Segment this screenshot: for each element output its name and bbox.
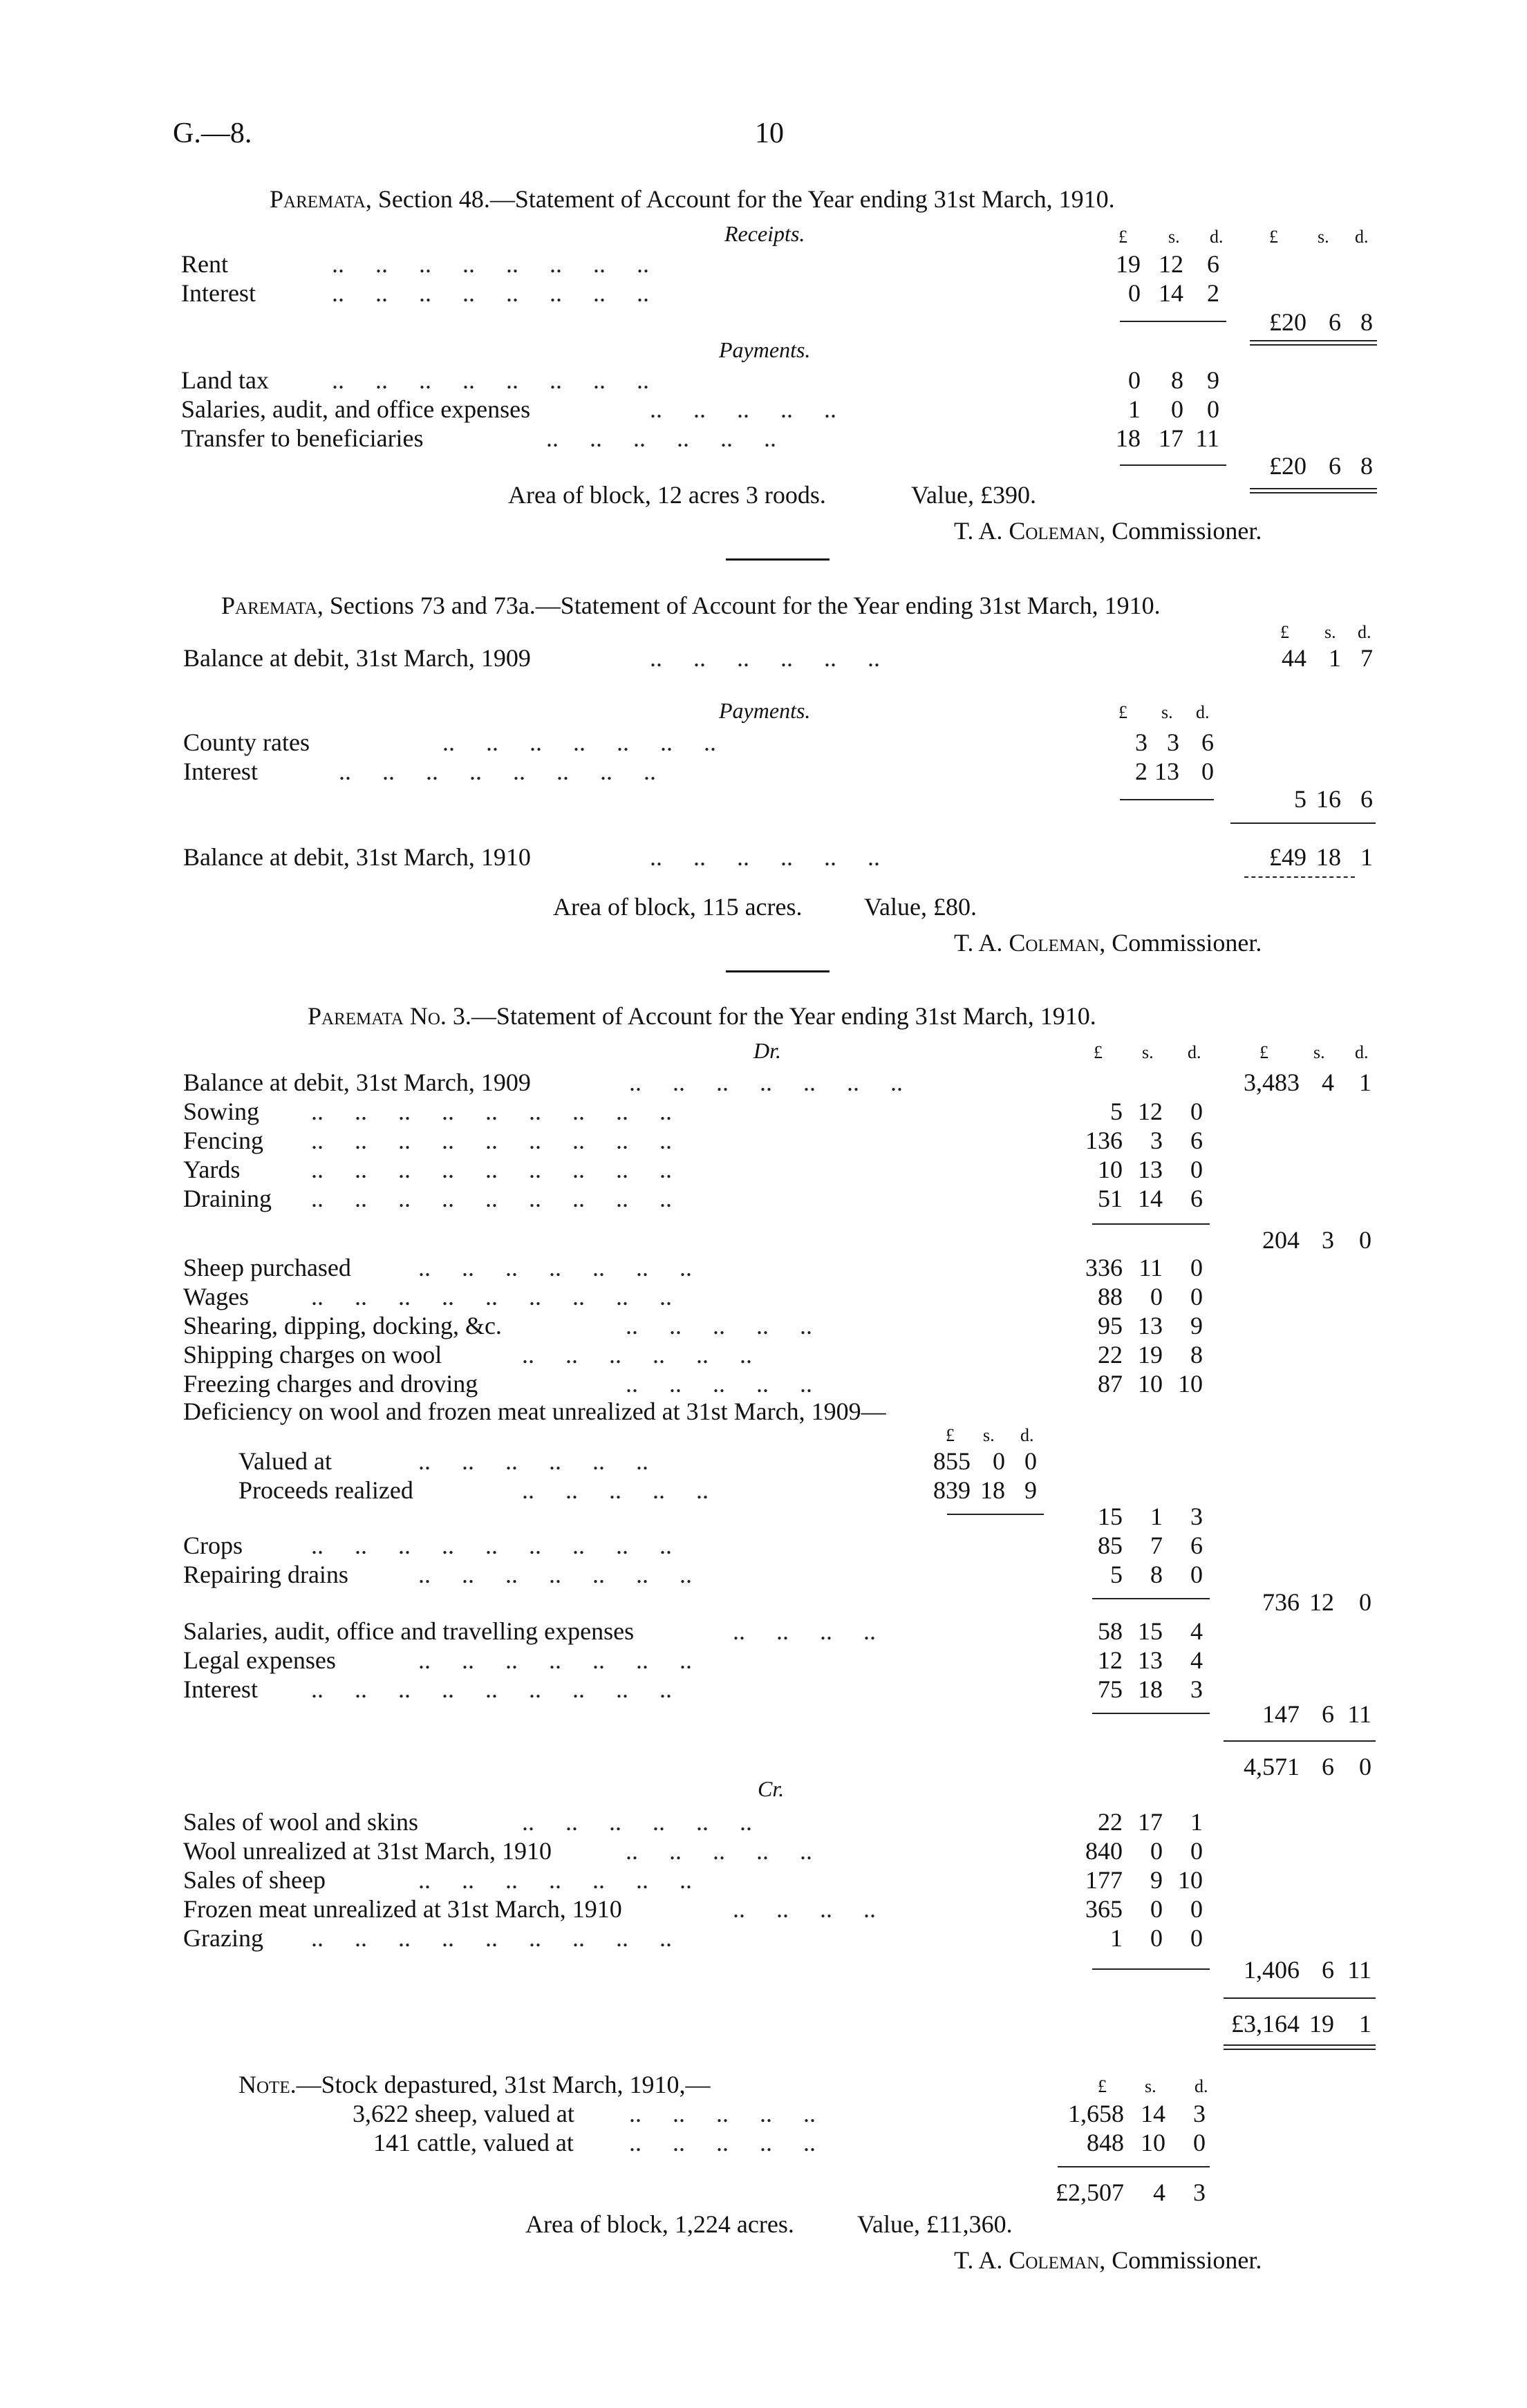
s3-col2-pence: d. <box>1355 1042 1369 1062</box>
section3-title-rest: —Statement of Account for the Year ending 31st March, 1910. <box>471 1002 1096 1030</box>
s3-group23-total-s: 12 <box>1309 1588 1334 1616</box>
s1-receipt-label: Interest <box>181 279 256 307</box>
leader-dots: .. .. .. .. .. .. .. <box>418 1561 692 1588</box>
s3-item-label: Interest <box>183 1675 258 1703</box>
s3-area: Area of block, 1,224 acres. <box>525 2210 794 2238</box>
leader-dots: .. .. .. .. .. .. <box>522 1808 752 1836</box>
s3-note-cattle-label: 141 cattle, valued at <box>373 2129 574 2156</box>
s3-item-l: 5 <box>1110 1098 1123 1125</box>
s3-deficiency-diff-s: 1 <box>1150 1503 1163 1530</box>
section2-title-rest: , Sections 73 and 73a.—Statement of Account for the Year ending 31st March, 1910. <box>317 592 1161 619</box>
s3-col2-pound: £ <box>1259 1042 1268 1062</box>
s3-cr-label: Sales of sheep <box>183 1866 326 1894</box>
leader-dots: .. .. .. .. .. .. .. .. .. <box>311 1924 672 1952</box>
leader-dots: .. .. .. .. .. .. .. <box>442 728 716 756</box>
s3-cr-l: 1 <box>1110 1924 1123 1952</box>
s2-payment-label: County rates <box>183 728 310 756</box>
s3-cr-s: 0 <box>1150 1895 1163 1923</box>
s2-payment-label: Interest <box>183 758 258 785</box>
s2-col-shilling: s. <box>1324 622 1336 642</box>
s3-valued-s: 0 <box>993 1447 1005 1475</box>
leader-dots: .. .. .. .. .. .. <box>650 644 880 672</box>
s3-item-l: 51 <box>1098 1185 1123 1212</box>
s3-item-label: Repairing drains <box>183 1561 348 1588</box>
s3-item-l: 136 <box>1085 1127 1123 1154</box>
s3-item-d: 0 <box>1190 1156 1203 1183</box>
s2-payments-total-d: 6 <box>1360 785 1373 813</box>
s3-item-d: 4 <box>1190 1617 1203 1645</box>
s3-item-d: 4 <box>1190 1646 1203 1674</box>
s1-payment-s: 8 <box>1171 366 1183 394</box>
s3-group4-total-d: 11 <box>1347 1700 1371 1728</box>
s3-item-l: 88 <box>1098 1283 1123 1310</box>
s3-dr-total-d: 0 <box>1359 1753 1371 1780</box>
total-rule <box>1244 876 1355 878</box>
s3-item-label: Sheep purchased <box>183 1254 351 1281</box>
s1-payment-label: Land tax <box>181 366 269 394</box>
s1-payment-s: 17 <box>1159 424 1183 452</box>
leader-dots: .. .. .. .. .. .. .. .. <box>332 250 649 278</box>
s3-item-label: Shearing, dipping, docking, &c. <box>183 1312 502 1339</box>
s1-receipts-total-s: 6 <box>1329 308 1341 336</box>
s3-item-label: Freezing charges and droving <box>183 1370 478 1398</box>
s3-item-label: Crops <box>183 1532 243 1559</box>
s2-col-pound: £ <box>1280 622 1289 642</box>
section2-title-name: Paremata <box>221 592 317 619</box>
s3-item-d: 6 <box>1190 1185 1203 1212</box>
s3-value: Value, £11,360. <box>857 2210 1013 2238</box>
subtotal-rule <box>1092 1223 1210 1225</box>
s2-payments-total-s: 16 <box>1316 785 1341 813</box>
s3-balance-1909-d: 1 <box>1359 1069 1371 1096</box>
s3-item-label: Yards <box>183 1156 241 1183</box>
s3-item-l: 85 <box>1098 1532 1123 1559</box>
s3-item-d: 0 <box>1190 1254 1203 1281</box>
s3-note-sheep-d: 3 <box>1193 2100 1206 2127</box>
s3-deficiency-label: Deficiency on wool and frozen meat unrealized at 31st March, 1909— <box>183 1398 886 1425</box>
s3-item-d: 3 <box>1190 1675 1203 1703</box>
s3-proceeds-d: 9 <box>1024 1476 1037 1504</box>
s3-item-label: Sowing <box>183 1098 260 1125</box>
s3-def-col-shilling: s. <box>983 1425 995 1445</box>
leader-dots: .. .. .. .. .. .. <box>546 424 776 452</box>
s2-balance-1909-s: 1 <box>1329 644 1341 672</box>
s3-balance-s: 19 <box>1309 2010 1334 2038</box>
leader-dots: .. .. .. .. .. <box>629 2100 816 2127</box>
s1-receipt-l: 0 <box>1128 279 1141 307</box>
receipts-heading: Receipts. <box>724 221 805 246</box>
s3-cr-d: 1 <box>1190 1808 1203 1836</box>
s1-receipt-d: 6 <box>1207 250 1219 278</box>
s3-balance-1909-label: Balance at debit, 31st March, 1909 <box>183 1069 531 1096</box>
s2-payment-s: 13 <box>1154 758 1179 785</box>
s2-sub-col-shilling: s. <box>1161 702 1173 722</box>
sig-initials: T. A. <box>954 929 1003 957</box>
subtotal-rule <box>1120 799 1214 800</box>
s1-payment-d: 9 <box>1207 366 1219 394</box>
subtotal-rule <box>1092 1598 1210 1599</box>
sig-role: , Commissioner. <box>1099 929 1262 957</box>
subtotal-rule <box>1120 464 1226 466</box>
s1-payment-label: Salaries, audit, and office expenses <box>181 395 531 423</box>
s3-cr-l: 840 <box>1085 1837 1123 1865</box>
s1-area: Area of block, 12 acres 3 roods. <box>508 481 826 509</box>
s3-item-label: Salaries, audit, office and travelling expenses <box>183 1617 635 1645</box>
s1-col2-pence: d. <box>1355 227 1369 247</box>
leader-dots: .. .. .. .. .. .. .. .. .. <box>311 1532 672 1559</box>
s3-item-d: 10 <box>1178 1370 1203 1398</box>
cr-heading: Cr. <box>758 1776 785 1801</box>
s1-signature <box>954 518 1262 543</box>
s3-cr-l: 22 <box>1098 1808 1123 1836</box>
s3-def-col-pound: £ <box>946 1425 955 1445</box>
leader-dots: .. .. .. .. .. .. .. .. .. <box>311 1185 672 1212</box>
s3-cr-l: 365 <box>1085 1895 1123 1923</box>
s3-item-s: 13 <box>1138 1646 1163 1674</box>
s3-cr-label: Frozen meat unrealized at 31st March, 1910 <box>183 1895 622 1923</box>
s3-note-col-pence: d. <box>1195 2076 1208 2096</box>
s3-item-s: 12 <box>1138 1098 1163 1125</box>
leader-dots: .. .. .. .. .. <box>629 2129 816 2156</box>
s3-item-d: 8 <box>1190 1341 1203 1368</box>
section1-title-name: Paremata <box>270 185 366 213</box>
total-rule <box>1230 822 1376 824</box>
sig-role: , Commissioner. <box>1099 517 1262 545</box>
s2-payments-heading: Payments. <box>719 698 811 723</box>
s2-balance-1909-label: Balance at debit, 31st March, 1909 <box>183 644 531 672</box>
s3-col-shilling: s. <box>1142 1042 1154 1062</box>
s3-note-sheep-l: 1,658 <box>1068 2100 1124 2127</box>
total-rule <box>1224 1997 1376 1999</box>
s3-note-total-d: 3 <box>1193 2179 1206 2206</box>
s3-item-l: 5 <box>1110 1561 1123 1588</box>
s3-note-col-shilling: s. <box>1145 2076 1156 2096</box>
leader-dots: .. .. .. .. .. <box>626 1370 812 1398</box>
s3-item-d: 0 <box>1190 1561 1203 1588</box>
s3-group1-total-l: 204 <box>1262 1226 1300 1254</box>
s3-item-s: 14 <box>1138 1185 1163 1212</box>
leader-dots: .. .. .. .. .. .. .. .. .. <box>311 1283 672 1310</box>
s3-item-l: 75 <box>1098 1675 1123 1703</box>
s2-value: Value, £80. <box>864 893 977 921</box>
s3-item-l: 22 <box>1098 1341 1123 1368</box>
leader-dots: .. .. .. .. .. .. .. <box>418 1866 692 1894</box>
double-rule <box>1250 488 1377 493</box>
s3-cr-total-s: 6 <box>1322 1956 1334 1984</box>
s3-item-l: 10 <box>1098 1156 1123 1183</box>
subtotal-rule <box>1120 321 1226 322</box>
s3-group23-total-d: 0 <box>1359 1588 1371 1616</box>
leader-dots: .. .. .. .. .. <box>522 1476 709 1504</box>
s1-col-pound: £ <box>1118 227 1127 247</box>
s2-payment-l: 3 <box>1135 728 1147 756</box>
leader-dots: .. .. .. .. .. .. <box>650 843 880 871</box>
s1-receipt-label: Rent <box>181 250 228 278</box>
s3-balance-1909-l: 3,483 <box>1244 1069 1300 1096</box>
s2-payment-d: 0 <box>1201 758 1214 785</box>
s3-item-s: 0 <box>1150 1283 1163 1310</box>
s3-note-col-pound: £ <box>1098 2076 1107 2096</box>
s1-col2-pound: £ <box>1269 227 1278 247</box>
s3-valued-d: 0 <box>1024 1447 1037 1475</box>
s3-item-s: 3 <box>1150 1127 1163 1154</box>
leader-dots: .. .. .. .. .. .. .. <box>418 1646 692 1674</box>
s3-item-label: Legal expenses <box>183 1646 336 1674</box>
s2-payments-total-l: 5 <box>1294 785 1306 813</box>
s3-group1-total-s: 3 <box>1322 1226 1334 1254</box>
s3-item-label: Wages <box>183 1283 250 1310</box>
s3-item-s: 7 <box>1150 1532 1163 1559</box>
sig-role: , Commissioner. <box>1099 2246 1262 2274</box>
s3-item-s: 13 <box>1138 1312 1163 1339</box>
s3-item-l: 58 <box>1098 1617 1123 1645</box>
s3-item-l: 87 <box>1098 1370 1123 1398</box>
subtotal-rule <box>1092 1968 1210 1970</box>
s3-deficiency-diff-d: 3 <box>1190 1503 1203 1530</box>
double-rule <box>1224 2044 1376 2050</box>
section2-title <box>221 593 1161 618</box>
s1-payment-label: Transfer to beneficiaries <box>181 424 424 452</box>
leader-dots: .. .. .. .. .. .. .. .. .. <box>311 1127 672 1154</box>
s3-cr-s: 0 <box>1150 1924 1163 1952</box>
dr-heading: Dr. <box>753 1038 782 1063</box>
leader-dots: .. .. .. .. .. .. .. .. .. <box>311 1098 672 1125</box>
s2-sub-col-pence: d. <box>1196 702 1210 722</box>
s3-item-label: Shipping charges on wool <box>183 1341 442 1368</box>
s3-signature <box>954 2248 1262 2273</box>
s3-item-s: 10 <box>1138 1370 1163 1398</box>
s2-balance-1910-label: Balance at debit, 31st March, 1910 <box>183 843 531 871</box>
leader-dots: .. .. .. .. <box>733 1895 876 1923</box>
leader-dots: .. .. .. .. .. .. .. .. .. <box>311 1156 672 1183</box>
leader-dots: .. .. .. .. .. <box>626 1312 812 1339</box>
s3-balance-1909-s: 4 <box>1322 1069 1334 1096</box>
s3-balance-d: 1 <box>1359 2010 1371 2038</box>
s3-cr-label: Sales of wool and skins <box>183 1808 418 1836</box>
s1-payment-d: 0 <box>1207 395 1219 423</box>
leader-dots: .. .. .. .. .. .. .. .. <box>332 366 649 394</box>
s3-cr-s: 0 <box>1150 1837 1163 1865</box>
s1-payment-d: 11 <box>1195 424 1219 452</box>
section-separator <box>726 558 830 561</box>
s3-group23-total-l: 736 <box>1262 1588 1300 1616</box>
s3-cr-s: 9 <box>1150 1866 1163 1894</box>
s1-receipt-s: 14 <box>1159 279 1183 307</box>
s3-cr-total-d: 11 <box>1347 1956 1371 1984</box>
s3-cr-total-l: 1,406 <box>1244 1956 1300 1984</box>
document-code: G.—8. <box>173 117 252 149</box>
s3-cr-label: Grazing <box>183 1924 263 1952</box>
leader-dots: .. .. .. .. .. .. .. .. .. <box>311 1675 672 1703</box>
s3-group4-total-l: 147 <box>1262 1700 1300 1728</box>
s3-note-cattle-l: 848 <box>1087 2129 1124 2156</box>
s3-item-label: Draining <box>183 1185 272 1212</box>
s3-item-l: 336 <box>1085 1254 1123 1281</box>
s3-item-s: 15 <box>1138 1617 1163 1645</box>
s3-note-cattle-s: 10 <box>1141 2129 1165 2156</box>
s3-col-pound: £ <box>1094 1042 1103 1062</box>
section1-title-rest: , Section 48.—Statement of Account for the Year ending 31st March, 1910. <box>365 185 1115 213</box>
s3-cr-d: 0 <box>1190 1895 1203 1923</box>
s2-balance-1909-l: 44 <box>1282 644 1306 672</box>
leader-dots: .. .. .. .. .. .. .. <box>629 1069 903 1096</box>
s3-item-s: 19 <box>1138 1341 1163 1368</box>
section3-title <box>308 1004 1096 1028</box>
s1-receipts-total-l: £20 <box>1269 308 1306 336</box>
s3-valued-label: Valued at <box>238 1447 332 1475</box>
leader-dots: .. .. .. .. .. .. <box>522 1341 752 1368</box>
s3-col-pence: d. <box>1188 1042 1201 1062</box>
s3-deficiency-diff-l: 15 <box>1098 1503 1123 1530</box>
s3-item-s: 8 <box>1150 1561 1163 1588</box>
s3-cr-l: 177 <box>1085 1866 1123 1894</box>
s2-balance-1910-d: 1 <box>1360 843 1373 871</box>
s3-proceeds-l: 839 <box>933 1476 971 1504</box>
section3-title-name: Paremata No. 3. <box>308 1002 471 1030</box>
sig-name: Coleman <box>1009 929 1100 957</box>
note-lead: Note. <box>238 2071 297 2098</box>
s1-col-shilling: s. <box>1168 227 1180 247</box>
s3-item-label: Fencing <box>183 1127 263 1154</box>
s2-payment-d: 6 <box>1201 728 1214 756</box>
s3-dr-total-s: 6 <box>1322 1753 1334 1780</box>
s3-cr-d: 0 <box>1190 1837 1203 1865</box>
s3-balance-l: £3,164 <box>1231 2010 1300 2038</box>
s2-balance-1909-d: 7 <box>1360 644 1373 672</box>
note-text: —Stock depastured, 31st March, 1910,— <box>296 2071 711 2098</box>
subtotal-rule <box>1058 2166 1210 2167</box>
s2-payment-s: 3 <box>1167 728 1179 756</box>
s1-payment-s: 0 <box>1171 395 1183 423</box>
s1-receipts-total-d: 8 <box>1360 308 1373 336</box>
s3-cr-s: 17 <box>1138 1808 1163 1836</box>
s3-proceeds-label: Proceeds realized <box>238 1476 413 1504</box>
s3-col2-shilling: s. <box>1313 1042 1325 1062</box>
s3-item-s: 11 <box>1139 1254 1163 1281</box>
s1-col2-shilling: s. <box>1318 227 1329 247</box>
sig-initials: T. A. <box>954 517 1003 545</box>
leader-dots: .. .. .. .. <box>733 1617 876 1645</box>
s2-col-pence: d. <box>1358 622 1371 642</box>
s3-cr-d: 0 <box>1190 1924 1203 1952</box>
s3-note-sheep-s: 14 <box>1141 2100 1165 2127</box>
s1-col-pence: d. <box>1210 227 1224 247</box>
s1-value: Value, £390. <box>911 481 1036 509</box>
leader-dots: .. .. .. .. .. .. .. <box>418 1254 692 1281</box>
s3-note-total-l: £2,507 <box>1056 2179 1124 2206</box>
s2-payment-l: 2 <box>1135 758 1147 785</box>
s3-proceeds-s: 18 <box>980 1476 1005 1504</box>
s3-note <box>238 2072 711 2097</box>
s3-note-cattle-d: 0 <box>1193 2129 1206 2156</box>
page-number: 10 <box>755 117 784 149</box>
s1-payment-l: 18 <box>1116 424 1141 452</box>
total-rule <box>1224 1740 1376 1742</box>
s3-item-d: 6 <box>1190 1532 1203 1559</box>
leader-dots: .. .. .. .. .. .. <box>418 1447 648 1475</box>
s3-item-l: 12 <box>1098 1646 1123 1674</box>
s3-valued-l: 855 <box>933 1447 971 1475</box>
sig-name: Coleman <box>1009 2246 1100 2274</box>
s1-payment-l: 0 <box>1128 366 1141 394</box>
leader-dots: .. .. .. .. .. .. .. .. <box>339 758 656 785</box>
s2-balance-1910-l: £49 <box>1269 843 1306 871</box>
s3-note-sheep-label: 3,622 sheep, valued at <box>353 2100 574 2127</box>
s3-item-d: 9 <box>1190 1312 1203 1339</box>
s1-payments-total-s: 6 <box>1329 452 1341 480</box>
s3-group4-total-s: 6 <box>1322 1700 1334 1728</box>
sig-initials: T. A. <box>954 2246 1003 2274</box>
s1-payments-total-l: £20 <box>1269 452 1306 480</box>
leader-dots: .. .. .. .. .. <box>650 395 836 423</box>
s2-sub-col-pound: £ <box>1118 702 1127 722</box>
s3-group1-total-d: 0 <box>1359 1226 1371 1254</box>
s3-item-l: 95 <box>1098 1312 1123 1339</box>
payments-heading: Payments. <box>719 337 811 362</box>
s3-dr-total-l: 4,571 <box>1244 1753 1300 1780</box>
s3-item-s: 18 <box>1138 1675 1163 1703</box>
s1-receipt-s: 12 <box>1159 250 1183 278</box>
subtotal-rule <box>1092 1713 1210 1714</box>
section-separator <box>726 970 830 972</box>
subtotal-rule <box>947 1514 1044 1515</box>
s3-item-s: 13 <box>1138 1156 1163 1183</box>
s3-cr-d: 10 <box>1178 1866 1203 1894</box>
s2-area: Area of block, 115 acres. <box>553 893 803 921</box>
s3-def-col-pence: d. <box>1020 1425 1034 1445</box>
s3-cr-label: Wool unrealized at 31st March, 1910 <box>183 1837 552 1865</box>
s3-item-d: 6 <box>1190 1127 1203 1154</box>
s3-item-d: 0 <box>1190 1098 1203 1125</box>
s2-balance-1910-s: 18 <box>1316 843 1341 871</box>
s2-signature <box>954 930 1262 955</box>
s1-receipt-l: 19 <box>1116 250 1141 278</box>
s1-payment-l: 1 <box>1128 395 1141 423</box>
double-rule <box>1250 340 1377 346</box>
s3-note-total-s: 4 <box>1153 2179 1165 2206</box>
section1-title <box>270 187 1115 211</box>
s1-payments-total-d: 8 <box>1360 452 1373 480</box>
s1-receipt-d: 2 <box>1207 279 1219 307</box>
sig-name: Coleman <box>1009 517 1100 545</box>
leader-dots: .. .. .. .. .. <box>626 1837 812 1865</box>
s3-item-d: 0 <box>1190 1283 1203 1310</box>
leader-dots: .. .. .. .. .. .. .. .. <box>332 279 649 307</box>
